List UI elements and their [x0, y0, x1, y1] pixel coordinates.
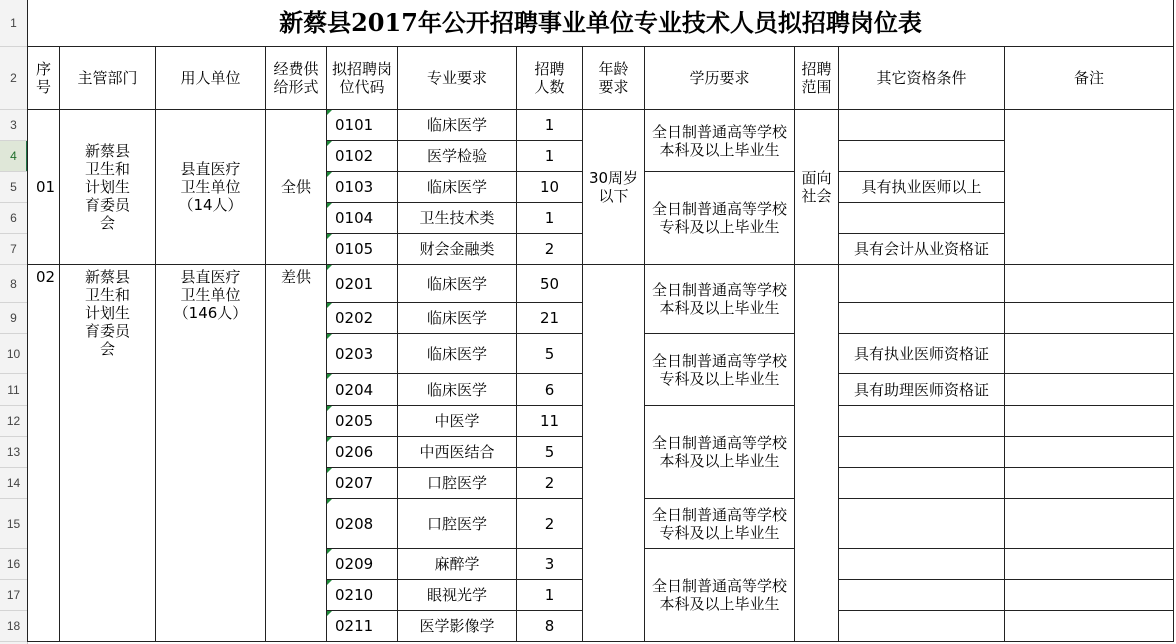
education-cell[interactable]: 全日制普通高等学校 本科及以上毕业生: [645, 110, 795, 172]
job-code-cell[interactable]: 0207: [327, 468, 398, 499]
count-cell[interactable]: 10: [517, 172, 583, 203]
header-code[interactable]: 拟招聘岗 位代码: [327, 47, 398, 110]
header-funding[interactable]: 经费供 给形式: [266, 47, 327, 110]
row-number[interactable]: 15: [0, 499, 27, 549]
other-qualification-cell[interactable]: [839, 303, 1005, 334]
row-number[interactable]: 6: [0, 203, 27, 234]
row-number[interactable]: 5: [0, 172, 27, 203]
header-edu[interactable]: 学历要求: [645, 47, 795, 110]
dept-cell[interactable]: 新蔡县 卫生和 计划生 育委员 会: [60, 265, 156, 642]
row-number[interactable]: 12: [0, 406, 27, 437]
remark-cell[interactable]: [1005, 499, 1174, 549]
sheet-title[interactable]: 新蔡县2017年公开招聘事业单位专业技术人员拟招聘岗位表: [27, 0, 1174, 47]
header-scope[interactable]: 招聘 范围: [795, 47, 839, 110]
major-cell[interactable]: 卫生技术类: [398, 203, 517, 234]
major-cell[interactable]: 口腔医学: [398, 499, 517, 549]
count-cell[interactable]: 5: [517, 437, 583, 468]
row-number[interactable]: 10: [0, 334, 27, 374]
header-count[interactable]: 招聘 人数: [517, 47, 583, 110]
job-code-cell[interactable]: 0210: [327, 580, 398, 611]
row-header-column[interactable]: [0, 0, 28, 644]
count-cell[interactable]: 1: [517, 203, 583, 234]
remark-cell[interactable]: [1005, 334, 1174, 374]
funding-cell[interactable]: 全供: [266, 110, 327, 265]
count-cell[interactable]: 1: [517, 141, 583, 172]
header-major[interactable]: 专业要求: [398, 47, 517, 110]
remark-cell[interactable]: [1005, 303, 1174, 334]
header-unit[interactable]: 用人单位: [156, 47, 266, 110]
remark-cell[interactable]: [1005, 549, 1174, 580]
job-code-cell[interactable]: 0211: [327, 611, 398, 642]
major-cell[interactable]: 中西医结合: [398, 437, 517, 468]
count-cell[interactable]: 21: [517, 303, 583, 334]
count-cell[interactable]: 1: [517, 580, 583, 611]
row-number[interactable]: 13: [0, 437, 27, 468]
other-qualification-cell[interactable]: [839, 141, 1005, 172]
major-cell[interactable]: 口腔医学: [398, 468, 517, 499]
count-cell[interactable]: 2: [517, 234, 583, 265]
major-cell[interactable]: 临床医学: [398, 374, 517, 406]
job-code-cell[interactable]: 0205: [327, 406, 398, 437]
other-qualification-cell[interactable]: [839, 437, 1005, 468]
row-number[interactable]: 8: [0, 265, 27, 303]
count-cell[interactable]: 2: [517, 499, 583, 549]
job-code-cell[interactable]: 0201: [327, 265, 398, 303]
major-cell[interactable]: 临床医学: [398, 334, 517, 374]
count-cell[interactable]: 1: [517, 110, 583, 141]
major-cell[interactable]: 医学影像学: [398, 611, 517, 642]
row-number[interactable]: 3: [0, 110, 27, 141]
header-other[interactable]: 其它资格条件: [839, 47, 1005, 110]
row-number[interactable]: 1: [0, 0, 27, 47]
scope-cell[interactable]: 面向 社会: [795, 110, 839, 265]
education-cell[interactable]: 全日制普通高等学校 本科及以上毕业生: [645, 549, 795, 642]
job-code-cell[interactable]: 0208: [327, 499, 398, 549]
major-cell[interactable]: 中医学: [398, 406, 517, 437]
count-cell[interactable]: 3: [517, 549, 583, 580]
job-code-cell[interactable]: 0203: [327, 334, 398, 374]
education-cell[interactable]: 全日制普通高等学校 专科及以上毕业生: [645, 172, 795, 265]
count-cell[interactable]: 8: [517, 611, 583, 642]
other-qualification-cell[interactable]: 具有助理医师资格证: [839, 374, 1005, 406]
row-number[interactable]: 18: [0, 611, 27, 642]
row-number[interactable]: 14: [0, 468, 27, 499]
row-number[interactable]: 11: [0, 374, 27, 406]
job-code-cell[interactable]: 0105: [327, 234, 398, 265]
major-cell[interactable]: 临床医学: [398, 303, 517, 334]
other-qualification-cell[interactable]: [839, 580, 1005, 611]
remark-cell[interactable]: [1005, 265, 1174, 303]
remark-cell[interactable]: [1005, 406, 1174, 437]
other-qualification-cell[interactable]: [839, 110, 1005, 141]
count-cell[interactable]: 2: [517, 468, 583, 499]
job-code-cell[interactable]: 0202: [327, 303, 398, 334]
other-qualification-cell[interactable]: 具有会计从业资格证: [839, 234, 1005, 265]
education-cell[interactable]: 全日制普通高等学校 本科及以上毕业生: [645, 265, 795, 334]
seq-cell[interactable]: 01: [27, 110, 60, 265]
job-code-cell[interactable]: 0104: [327, 203, 398, 234]
funding-cell[interactable]: 差供: [266, 265, 327, 642]
education-cell[interactable]: 全日制普通高等学校 专科及以上毕业生: [645, 334, 795, 406]
job-code-cell[interactable]: 0204: [327, 374, 398, 406]
job-code-cell[interactable]: 0102: [327, 141, 398, 172]
other-qualification-cell[interactable]: 具有执业医师资格证: [839, 334, 1005, 374]
row-number[interactable]: 4: [0, 141, 27, 172]
unit-cell[interactable]: 县直医疗 卫生单位 （146人）: [156, 265, 266, 642]
header-remark[interactable]: 备注: [1005, 47, 1174, 110]
job-code-cell[interactable]: 0101: [327, 110, 398, 141]
row-number[interactable]: 17: [0, 580, 27, 611]
other-qualification-cell[interactable]: 具有执业医师以上: [839, 172, 1005, 203]
other-qualification-cell[interactable]: [839, 468, 1005, 499]
job-code-cell[interactable]: 0103: [327, 172, 398, 203]
count-cell[interactable]: 50: [517, 265, 583, 303]
age-cell[interactable]: 30周岁 以下: [583, 110, 645, 265]
count-cell[interactable]: 6: [517, 374, 583, 406]
dept-cell[interactable]: 新蔡县 卫生和 计划生 育委员 会: [60, 110, 156, 265]
major-cell[interactable]: 临床医学: [398, 110, 517, 141]
row-number[interactable]: 9: [0, 303, 27, 334]
other-qualification-cell[interactable]: [839, 406, 1005, 437]
remark-cell[interactable]: [1005, 374, 1174, 406]
count-cell[interactable]: 5: [517, 334, 583, 374]
major-cell[interactable]: 财会金融类: [398, 234, 517, 265]
age-cell[interactable]: [583, 265, 645, 642]
other-qualification-cell[interactable]: [839, 549, 1005, 580]
major-cell[interactable]: 麻醉学: [398, 549, 517, 580]
other-qualification-cell[interactable]: [839, 611, 1005, 642]
major-cell[interactable]: 医学检验: [398, 141, 517, 172]
other-qualification-cell[interactable]: [839, 499, 1005, 549]
job-code-cell[interactable]: 0206: [327, 437, 398, 468]
other-qualification-cell[interactable]: [839, 203, 1005, 234]
row-number[interactable]: 2: [0, 47, 27, 110]
scope-cell[interactable]: [795, 265, 839, 642]
other-qualification-cell[interactable]: [839, 265, 1005, 303]
remark-cell[interactable]: [1005, 110, 1174, 265]
header-seq[interactable]: 序 号: [27, 47, 60, 110]
header-dept[interactable]: 主管部门: [60, 47, 156, 110]
header-age[interactable]: 年龄 要求: [583, 47, 645, 110]
job-code-cell[interactable]: 0209: [327, 549, 398, 580]
seq-cell[interactable]: 02: [27, 265, 60, 642]
count-cell[interactable]: 11: [517, 406, 583, 437]
remark-cell[interactable]: [1005, 580, 1174, 611]
education-cell[interactable]: 全日制普通高等学校 专科及以上毕业生: [645, 499, 795, 549]
remark-cell[interactable]: [1005, 437, 1174, 468]
row-number[interactable]: 16: [0, 549, 27, 580]
major-cell[interactable]: 眼视光学: [398, 580, 517, 611]
major-cell[interactable]: 临床医学: [398, 265, 517, 303]
remark-cell[interactable]: [1005, 611, 1174, 642]
remark-cell[interactable]: [1005, 468, 1174, 499]
major-cell[interactable]: 临床医学: [398, 172, 517, 203]
education-cell[interactable]: 全日制普通高等学校 本科及以上毕业生: [645, 406, 795, 499]
unit-cell[interactable]: 县直医疗 卫生单位 （14人）: [156, 110, 266, 265]
row-number[interactable]: 7: [0, 234, 27, 265]
